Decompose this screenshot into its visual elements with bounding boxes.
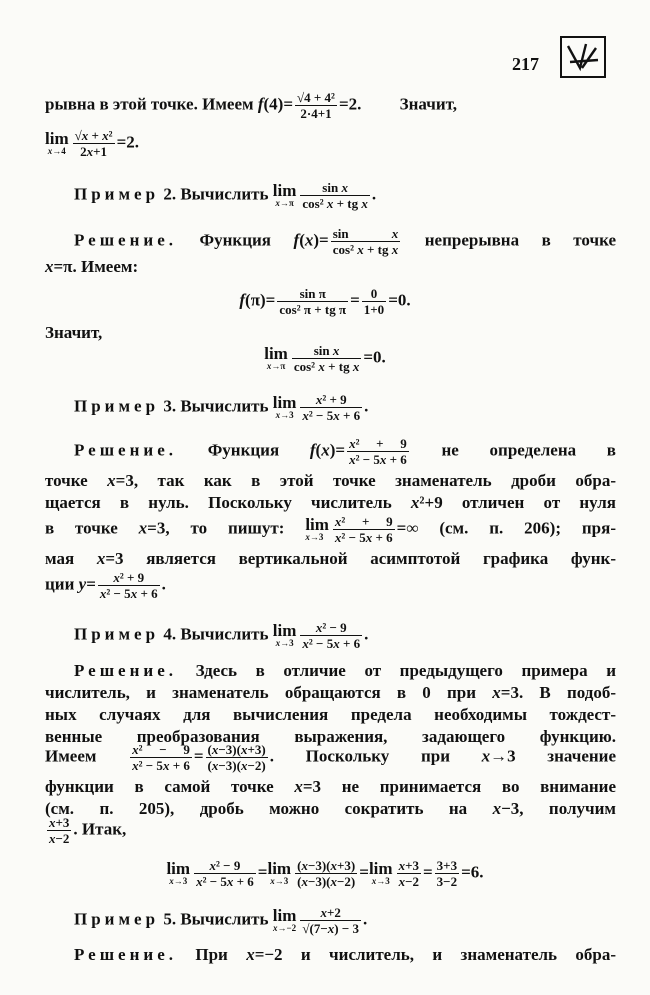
text-line: рывна в этой точке. Имеем f(4)= $\frac{\text{√4 + 4²}}{2\cdot 4+1}$ =2. Значит, — [45, 90, 457, 121]
text-line: x=π. Имеем: — [45, 257, 139, 276]
formula-line: lim x→π $\frac{\text{sin x}}{\text{cos² x + tg x}}$ =0. — [264, 343, 386, 374]
example-2-title: Пример 2. Вычислить lim x→π $\frac{\text{sin x}}{\text{cos² x + tg x}}$ . — [74, 180, 377, 211]
text-line: Решение. Функция f(x)= $\frac{\text{x² + 9}}{\text{x² − 5x + 6}}$ не определена в — [74, 436, 616, 467]
text-line: числитель, и знаменатель обращаются в 0 при x=3. В подоб- — [45, 683, 617, 702]
text-line: Решение. Здесь в отличие от предыдущего примера и — [74, 661, 616, 680]
text-line: в точке x=3, то пишут: lim x→3 $\frac{\text{x² + 9}}{\text{x² − 5x + 6}}$ =∞ (см. п. 206); пря- — [45, 514, 616, 545]
text-line: $\frac{x+3}{x-2}$ . Итак, — [49, 815, 127, 846]
text-line: точке x=3, так как в этой точке знаменатель дроби обра- — [45, 471, 616, 490]
example-5-title: Пример 5. Вычислить lim x→−2 $\frac{x+2}{√(7-x) - 3}$ . — [74, 905, 368, 936]
text-line: функции в самой точке x=3 не принимается во внимание — [45, 777, 616, 796]
text-line: венные преобразования выражения, задающего функцию. — [45, 727, 616, 746]
formula-line: f(π)= $\frac{\text{sin π}}{\text{cos² π + tg π}}$ = $\frac{0}{1+0}$ =0. — [239, 286, 411, 317]
text-line: Имеем $\frac{\text{x² − 9}}{\text{x² − 5x + 6}}$ = $\frac{(x-3)(x+3)}{(x-3)(x-2)}$ . Поскольку при x→3 значение — [45, 742, 616, 773]
formula-line: lim x→4 $\frac{\text{√x + x²}}{2x+1}$ =2. — [45, 128, 140, 159]
text-line: мая x=3 является вертикальной асимптотой графика функ- — [45, 549, 616, 568]
example-4-title: Пример 4. Вычислить lim x→3 $\frac{\text{x² − 9}}{\text{x² − 5x + 6}}$ . — [74, 620, 369, 651]
text-line: Решение. Функция f(x)= $\frac{\text{sin x}}{\text{cos² x + tg x}}$ непрерывна в точке — [74, 226, 616, 257]
page-number: 217 — [512, 54, 539, 74]
text-line: (см. п. 205), дробь можно сократить на x−3, получим — [45, 799, 616, 818]
formula-line: lim x→3 $\frac{\text{x² − 9}}{\text{x² − 5x + 6}}$ = lim x→3 $\frac{(x-3)(x+3)}{(x-3)(x-2)}$ = lim x→3 $\frac{x+3}{x-2}$ = $\frac{3+3}{3-2}$ =6. — [166, 858, 484, 889]
text-line: щается в нуль. Поскольку числитель x²+9 отличен от нуля — [45, 493, 616, 512]
publisher-logo — [560, 36, 606, 78]
text-line: Решение. При x=−2 и числитель, и знаменатель обра- — [74, 945, 616, 964]
text-line: ции y= $\frac{\text{x² + 9}}{\text{x² − 5x + 6}}$ . — [45, 570, 166, 601]
text-line: ных случаях для вычисления предела необходимы тождест- — [45, 705, 616, 724]
text-line: Значит, — [45, 323, 103, 342]
example-3-title: Пример 3. Вычислить lim x→3 $\frac{\text{x² + 9}}{\text{x² − 5x + 6}}$ . — [74, 392, 369, 423]
